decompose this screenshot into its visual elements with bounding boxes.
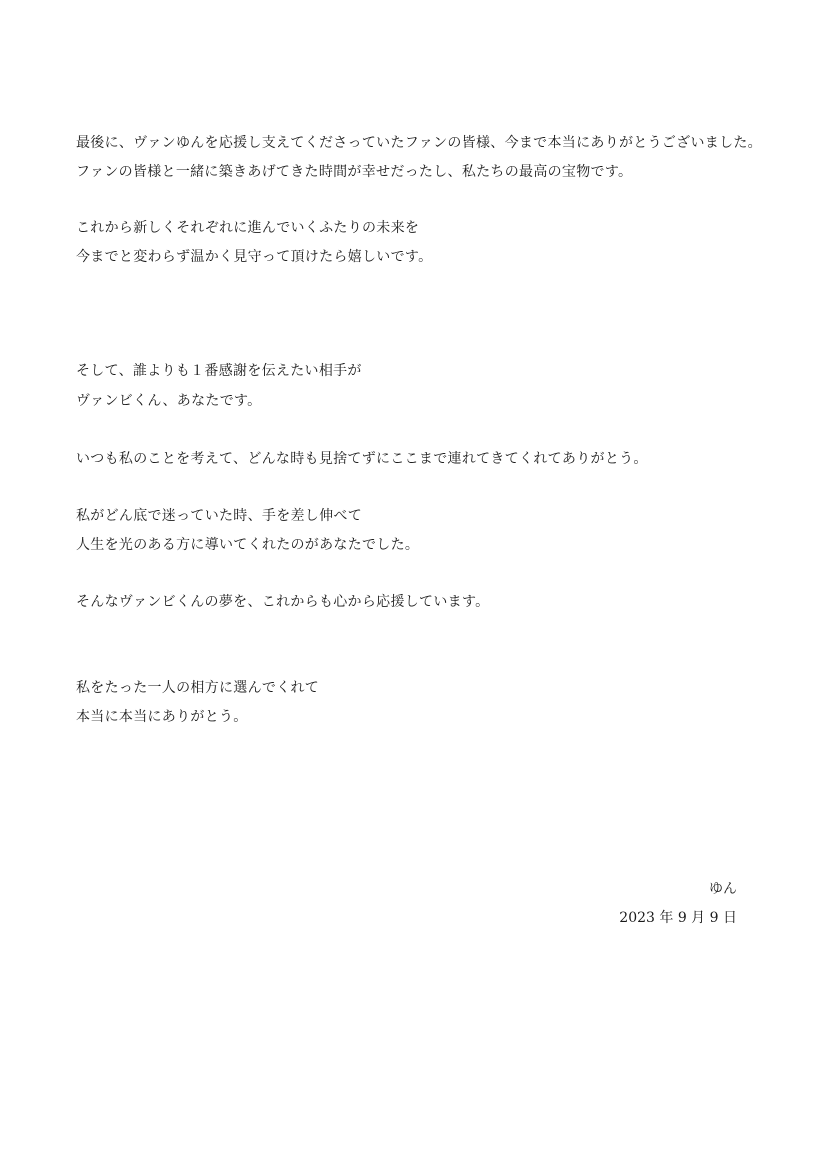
paragraph-5-line-1: 私がどん底で迷っていた時、手を差し伸べて bbox=[76, 508, 362, 524]
paragraph-4-line-1: いつも私のことを考えて、どんな時も見捨てずにここまで連れてきてくれてありがとう。 bbox=[76, 451, 648, 467]
paragraph-3-line-2: ヴァンビくん、あなたです。 bbox=[76, 393, 262, 409]
paragraph-3-line-1: そして、誰よりも１番感謝を伝えたい相手が bbox=[76, 363, 362, 379]
signature-name: ゆん bbox=[709, 881, 737, 897]
paragraph-7-line-2: 本当に本当にありがとう。 bbox=[76, 709, 248, 725]
paragraph-5-line-2: 人生を光のある方に導いてくれたのがあなたでした。 bbox=[76, 537, 420, 553]
paragraph-2-line-1: これから新しくそれぞれに進んでいくふたりの未来を bbox=[76, 220, 420, 236]
paragraph-1-line-1: 最後に、ヴァンゆんを応援し支えてくださっていたファンの皆様、今まで本当にありがとうございました。 bbox=[76, 135, 762, 151]
signature-date: 2023 年 9 月 9 日 bbox=[619, 910, 737, 926]
paragraph-7-line-1: 私をたった一人の相方に選んでくれて bbox=[76, 680, 320, 696]
paragraph-2-line-2: 今までと変わらず温かく見守って頂けたら嬉しいです。 bbox=[76, 249, 433, 265]
paragraph-6-line-1: そんなヴァンビくんの夢を、これからも心から応援しています。 bbox=[76, 594, 490, 610]
paragraph-1-line-2: ファンの皆様と一緒に築きあげてきた時間が幸せだったし、私たちの最高の宝物です。 bbox=[76, 164, 633, 180]
